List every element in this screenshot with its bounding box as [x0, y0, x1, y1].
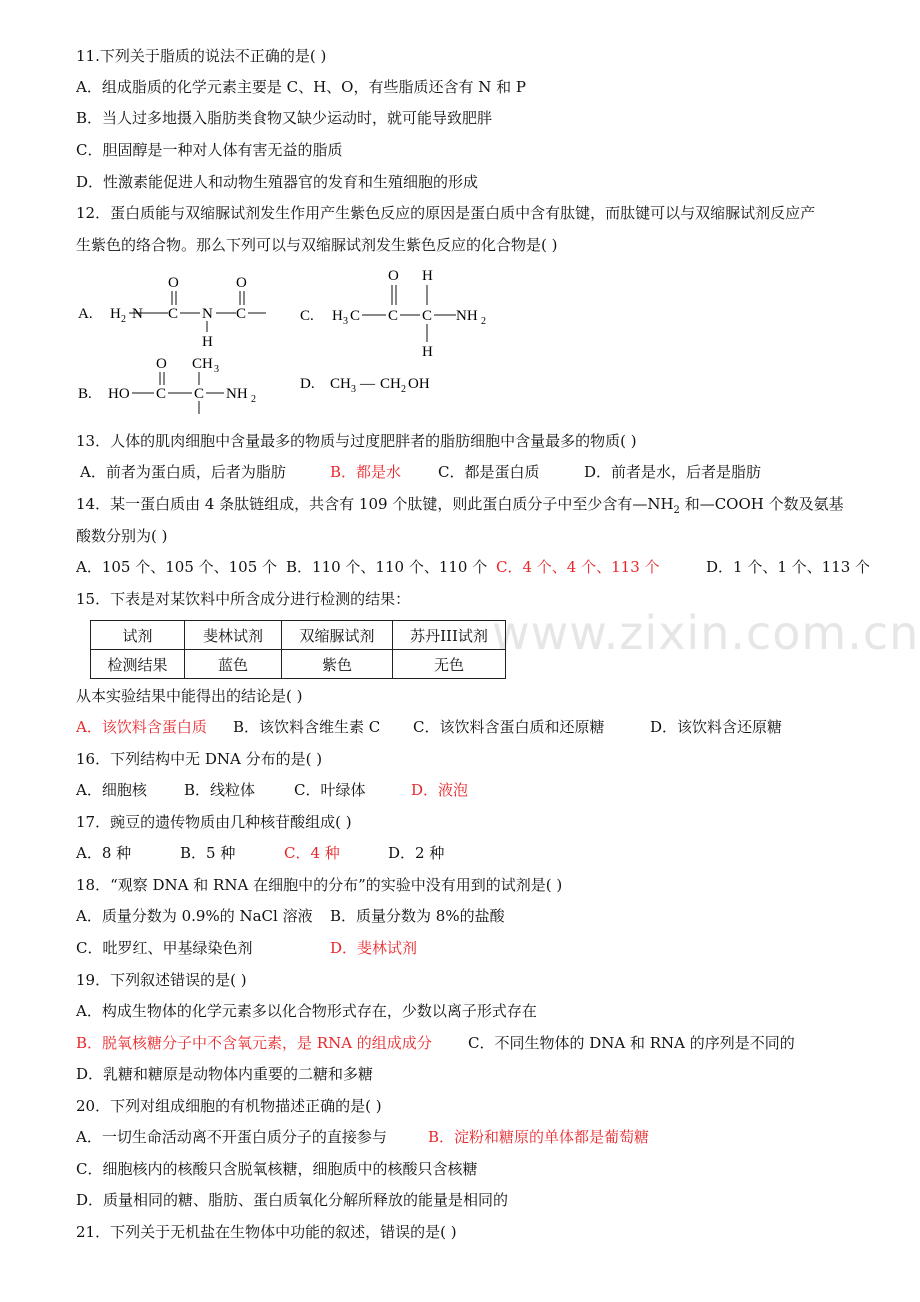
q16-options	[76, 780, 468, 800]
q14-option-b: B．110 个、110 个、110 个	[286, 558, 488, 576]
q12-d-oh: OH	[408, 376, 430, 392]
q17-option-b: B．5 种	[180, 844, 236, 862]
table-row	[91, 621, 506, 650]
q13-options	[80, 462, 761, 482]
q12-b-c2: C	[194, 386, 205, 402]
q19-option-a: A．构成生物体的化学元素多以化合物形式存在，少数以离子形式存在	[76, 1002, 537, 1020]
q12-a-h2: H	[110, 306, 121, 322]
q12-option-d-formula	[296, 366, 466, 396]
q12-c-nh2: NH	[456, 308, 478, 324]
q16-option-d: D．液泡	[411, 781, 469, 799]
q13-option-d: D．前者是水，后者是脂肪	[584, 463, 762, 481]
table-header-cell: 双缩脲试剂	[282, 621, 393, 650]
q19-option-b: B．脱氧核糖分子中不含氧元素，是 RNA 的组成成分	[76, 1034, 432, 1052]
q15-option-d: D．该饮料含还原糖	[650, 718, 783, 736]
q12-d-dash: —	[360, 376, 375, 392]
q11-option-b: B．当人过多地摄入脂肪类食物又缺少运动时，就可能导致肥胖	[76, 109, 493, 127]
table-cell: 无色	[393, 650, 506, 679]
q12-option-a-structure	[74, 268, 274, 350]
q12-c-label: C.	[300, 308, 314, 324]
q12-b-nh2-sub: 2	[251, 394, 256, 405]
q12-c-h3: H	[332, 308, 343, 324]
q19-option-c: C．不同生物体的 DNA 和 RNA 的序列是不同的	[468, 1034, 795, 1052]
q12-c-h-bottom: H	[422, 344, 433, 360]
q18-option-c: C．吡罗红、甲基绿染色剂	[76, 939, 253, 957]
q12-c-c2: C	[388, 308, 399, 324]
q12-stem-line2: 生紫色的络合物。那么下列可以与双缩脲试剂发生紫色反应的化合物是( )	[76, 236, 558, 254]
q12-d-ch2: CH	[380, 376, 401, 392]
q15-options	[76, 717, 782, 737]
q11-option-d: D．性激素能促进人和动物生殖器官的发育和生殖细胞的形成	[76, 173, 479, 191]
table-header-cell: 试剂	[91, 621, 185, 650]
q14-option-c: C．4 个、4 个、113 个	[496, 558, 660, 576]
q18-stem: 18．“观察 DNA 和 RNA 在细胞中的分布”的实验中没有用到的试剂是( )	[76, 876, 563, 894]
q12-a-label: A.	[78, 306, 93, 322]
q12-c-h3-sub: 3	[343, 316, 348, 327]
q18-options-row2	[76, 938, 417, 958]
q14-option-a: A．105 个、105 个、105 个	[76, 558, 278, 576]
q12-b-nh2: NH	[226, 386, 248, 402]
q19-stem: 19．下列叙述错误的是( )	[76, 971, 247, 989]
q11-option-c: C．胆固醇是一种对人体有害无益的脂质	[76, 141, 343, 159]
q20-stem: 20．下列对组成细胞的有机物描述正确的是( )	[76, 1097, 382, 1115]
q19-options-row2	[76, 1033, 795, 1053]
q15-option-b: B．该饮料含维生素 C	[233, 718, 381, 736]
q12-d-ch3: CH	[330, 376, 351, 392]
q12-option-b-structure	[74, 354, 284, 416]
q12-d-ch3-sub: 3	[351, 384, 356, 395]
q13-stem: 13．人体的肌肉细胞中含量最多的物质与过度肥胖者的脂肪细胞中含量最多的物质( )	[76, 432, 637, 450]
q15-stem: 15．下表是对某饮料中所含成分进行检测的结果：	[76, 590, 411, 608]
q20-option-a: A．一切生命活动离不开蛋白质分子的直接参与	[76, 1128, 387, 1146]
q15-conclusion: 从本实验结果中能得出的结论是( )	[76, 687, 303, 705]
q18-option-b: B．质量分数为 8%的盐酸	[330, 907, 505, 925]
q17-option-d: D．2 种	[388, 844, 445, 862]
q12-a-o1: O	[168, 275, 179, 291]
q15-result-table	[90, 620, 506, 679]
q12-a-h2-sub: 2	[121, 314, 126, 325]
q12-b-ho: HO	[108, 386, 130, 402]
q12-b-ch3: CH	[192, 356, 213, 372]
q14-stem-part2: 和—COOH 个数及氨基	[679, 495, 844, 513]
table-cell: 紫色	[282, 650, 393, 679]
table-row	[91, 650, 506, 679]
q12-b-label: B.	[78, 386, 92, 402]
q12-a-c1: C	[168, 306, 179, 322]
q12-c-c1: C	[350, 308, 361, 324]
q16-option-a: A．细胞核	[76, 781, 147, 799]
q12-a-n2: N	[202, 306, 213, 322]
table-cell: 检测结果	[91, 650, 185, 679]
q18-option-d: D．斐林试剂	[330, 939, 418, 957]
q12-b-ch3-sub: 3	[214, 364, 219, 375]
q15-option-a: A．该饮料含蛋白质	[76, 718, 207, 736]
q19-option-d: D．乳糖和糖原是动物体内重要的二糖和多糖	[76, 1065, 374, 1083]
q16-option-b: B．线粒体	[184, 781, 256, 799]
q12-d-ch2-sub: 2	[401, 384, 406, 395]
q18-option-a: A．质量分数为 0.9%的 NaCl 溶液	[76, 907, 313, 925]
q12-b-o: O	[156, 356, 167, 372]
q12-option-c-structure	[296, 258, 516, 362]
q11-stem: 11.下列关于脂质的说法不正确的是( )	[76, 47, 327, 65]
q11-option-a: A．组成脂质的化学元素主要是 C、H、O，有些脂质还含有 N 和 P	[76, 78, 526, 96]
table-header-cell: 斐林试剂	[185, 621, 282, 650]
q14-options	[76, 557, 870, 577]
table-header-cell: 苏丹III试剂	[393, 621, 506, 650]
q12-a-c2: C	[236, 306, 247, 322]
q20-options-row1	[76, 1127, 649, 1147]
q12-c-h-top: H	[422, 268, 433, 284]
q13-option-b: B．都是水	[330, 463, 402, 481]
q12-c-o: O	[388, 268, 399, 284]
q20-option-d: D．质量相同的糖、脂肪、蛋白质氧化分解所释放的能量是相同的	[76, 1191, 509, 1209]
watermark: www.zixin.com.cn	[492, 606, 920, 660]
q20-option-b: B．淀粉和糖原的单体都是葡萄糖	[428, 1128, 650, 1146]
q17-option-a: A．8 种	[76, 844, 132, 862]
q13-option-a: A．前者为蛋白质，后者为脂肪	[80, 463, 286, 481]
q17-stem: 17．豌豆的遗传物质由几种核苷酸组成( )	[76, 813, 352, 831]
q18-options-row1	[76, 906, 505, 926]
q12-b-c1: C	[156, 386, 167, 402]
q16-stem: 16．下列结构中无 DNA 分布的是( )	[76, 750, 323, 768]
q21-stem: 21．下列关于无机盐在生物体中功能的叙述，错误的是( )	[76, 1223, 457, 1241]
q20-option-c: C．细胞核内的核酸只含脱氧核糖，细胞质中的核酸只含核糖	[76, 1160, 478, 1178]
q12-a-h: H	[202, 334, 213, 350]
q15-option-c: C．该饮料含蛋白质和还原糖	[413, 718, 605, 736]
q14-stem-part1: 14．某一蛋白质由 4 条肽链组成，共含有 109 个肽键，则此蛋白质分子中至少含有—NH	[76, 495, 674, 513]
q12-d-label: D.	[300, 376, 315, 392]
q12-stem-line1: 12．蛋白质能与双缩脲试剂发生作用产生紫色反应的原因是蛋白质中含有肽键，而肽键可以与双缩脲试剂反应产	[76, 204, 816, 222]
table-cell: 蓝色	[185, 650, 282, 679]
q14-stem-sub: 2	[673, 505, 680, 516]
q14-stem-line1	[76, 494, 844, 521]
q12-a-o2: O	[236, 275, 247, 291]
q14-stem-line2: 酸数分别为( )	[76, 527, 168, 545]
q14-option-d: D．1 个、1 个、113 个	[706, 558, 871, 576]
q12-c-c3: C	[422, 308, 433, 324]
q17-option-c: C．4 种	[284, 844, 340, 862]
q12-a-n1: N	[132, 306, 143, 322]
q13-option-c: C．都是蛋白质	[438, 463, 540, 481]
q16-option-c: C．叶绿体	[294, 781, 366, 799]
q12-c-nh2-sub: 2	[481, 316, 486, 327]
q17-options	[76, 843, 444, 863]
